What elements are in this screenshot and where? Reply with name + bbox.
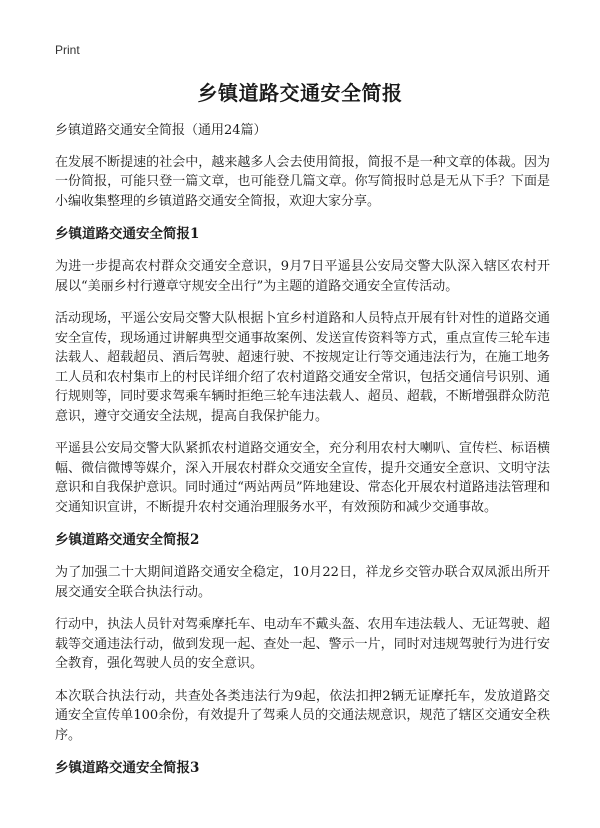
print-label[interactable]: Print: [55, 43, 80, 57]
section-heading-2: 乡镇道路交通安全简报2: [55, 532, 200, 548]
section-2-paragraph-3: 本次联合执法行动，共查处各类违法行为9起，依法扣押2辆无证摩托车，发放道路交通安全宣传单100余份，有效提升了驾乘人员的交通法规意识，规范了辖区交通安全秩序。: [55, 688, 550, 743]
intro-paragraph: 在发展不断提速的社会中，越来越多人会去使用简报，简报不是一种文章的体裁。因为一份简报，可能只登一篇文章，也可能登几篇文章。你写简报时总是无从下手？下面是小编收集整理的乡镇道路交通安全简报，欢迎大家分享。: [55, 154, 550, 209]
section-2-paragraph-1: 为了加强二十大期间道路交通安全稳定，10月22日，祥龙乡交管办联合双凤派出所开展交通安全联合执法行动。: [55, 565, 550, 600]
section-1-paragraph-2: 活动现场，平遥公安局交警大队根据卜宜乡村道路和人员特点开展有针对性的道路交通安全宣传，现场通过讲解典型交通事故案例、发送宣传资料等方式，重点宣传三轮车违法载人、超载超员、酒后驾驶、超速行驶、不按规定让行等交通违法行为，在施工地务工人员和农村集市上的村民详细介绍了农村道路交通安全常识，包括交通信号识别、通行规则等，同时要求驾乘车辆时拒绝三轮车违法载人、超员、超载，不断增强群众防范意识，遵守交通安全法规，提高自我保护能力。: [55, 311, 550, 424]
section-1-paragraph-1: 为进一步提高农村群众交通安全意识，9月7日平遥县公安局交警大队深入辖区农村开展以“美丽乡村行遵章守规安全出行”为主题的道路交通安全宣传活动。: [55, 259, 550, 294]
section-heading-1: 乡镇道路交通安全简报1: [55, 226, 200, 242]
section-heading-3: 乡镇道路交通安全简报3: [55, 760, 200, 776]
page-title: 乡镇道路交通安全简报: [197, 81, 403, 105]
document-subtitle: 乡镇道路交通安全简报（通用24篇）: [55, 123, 267, 138]
section-2-paragraph-2: 行动中，执法人员针对驾乘摩托车、电动车不戴头盔、农用车违法载人、无证驾驶、超载等交通违法行动，做到发现一起、查处一起、警示一片，同时对违规驾驶行为进行安全教育，强化驾驶人员的安全意识。: [55, 617, 550, 671]
section-1-paragraph-3: 平遥县公安局交警大队紧抓农村道路交通安全，充分利用农村大喇叭、宣传栏、标语横幅、微信微博等媒介，深入开展农村群众交通安全宣传，提升交通安全意识、文明守法意识和自我保护意识。同时通过“两站两员”阵地建设、常态化开展农村道路违法管理和交通知识宣讲，不断提升农村交通治理服务水平，有效预防和减少交通事故。: [55, 441, 550, 515]
document-body: [55, 121, 550, 791]
